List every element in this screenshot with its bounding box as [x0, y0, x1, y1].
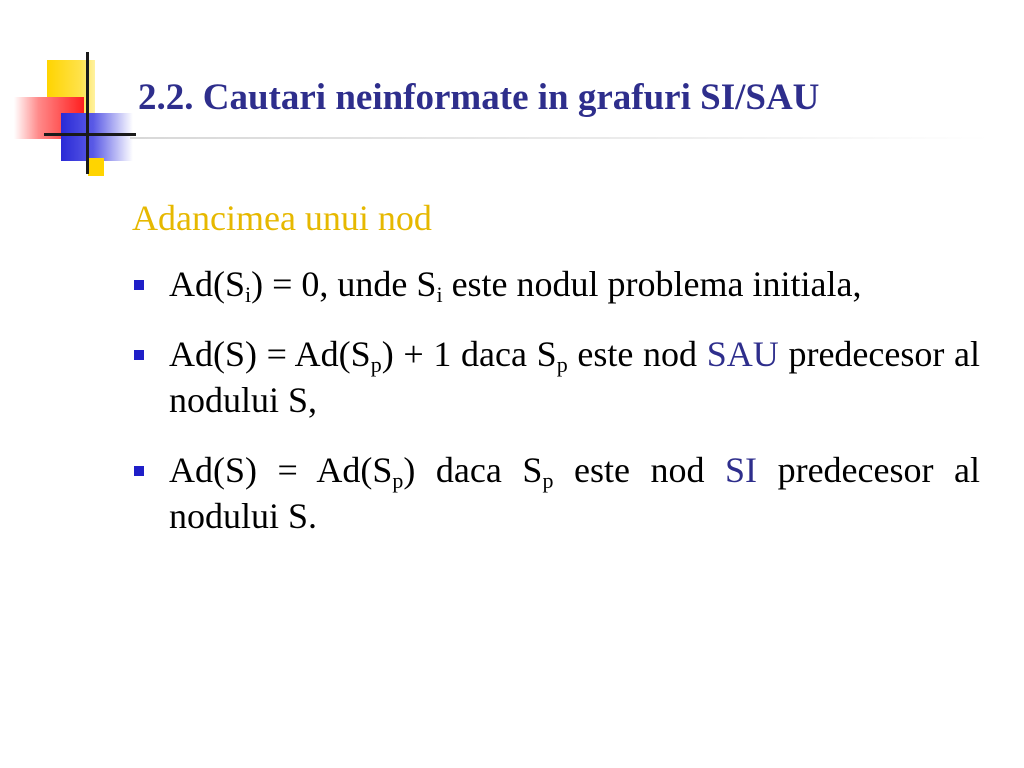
slide-subheading: Adancimea unui nod	[132, 198, 432, 238]
bullet-text: este nod	[553, 450, 726, 490]
subscript: i	[436, 282, 443, 307]
keyword-si: SI	[725, 450, 758, 490]
subscript: p	[370, 352, 382, 377]
bullet-item-sau-depth	[130, 331, 980, 423]
slide-logo-decoration	[0, 0, 160, 190]
bullet-item-initial-depth	[130, 261, 980, 307]
subscript: p	[556, 352, 568, 377]
logo-horizontal-line	[44, 133, 136, 136]
bullet-text: predecesor al nodului S,	[169, 334, 981, 420]
subscript: p	[542, 468, 554, 493]
subscript: i	[245, 282, 252, 307]
bullet-text: ) + 1 daca S	[381, 334, 557, 374]
subscript: p	[392, 468, 404, 493]
bullet-text: Ad(S	[169, 264, 246, 304]
bullet-item-si-depth	[130, 447, 980, 539]
bullet-marker-icon	[134, 466, 144, 476]
bullet-marker-icon	[134, 280, 144, 290]
bullet-text: ) daca S	[403, 450, 543, 490]
bullet-text: Ad(S) = Ad(S	[169, 334, 371, 374]
slide-title: 2.2. Cautari neinformate in grafuri SI/SAU	[138, 77, 820, 118]
bullet-text: este nod	[567, 334, 707, 374]
logo-blue-square	[61, 113, 133, 161]
title-divider	[130, 137, 990, 139]
logo-small-yellow-square	[88, 158, 104, 176]
logo-vertical-line	[86, 52, 89, 174]
bullet-text: este nodul problema initiala,	[442, 264, 862, 304]
bullet-text: Ad(S) = Ad(S	[169, 450, 393, 490]
bullet-text: ) = 0, unde S	[251, 264, 437, 304]
bullet-marker-icon	[134, 350, 144, 360]
bullet-list	[130, 261, 980, 563]
bullet-text: predecesor al nodului S.	[169, 450, 981, 536]
keyword-sau: SAU	[706, 334, 779, 374]
